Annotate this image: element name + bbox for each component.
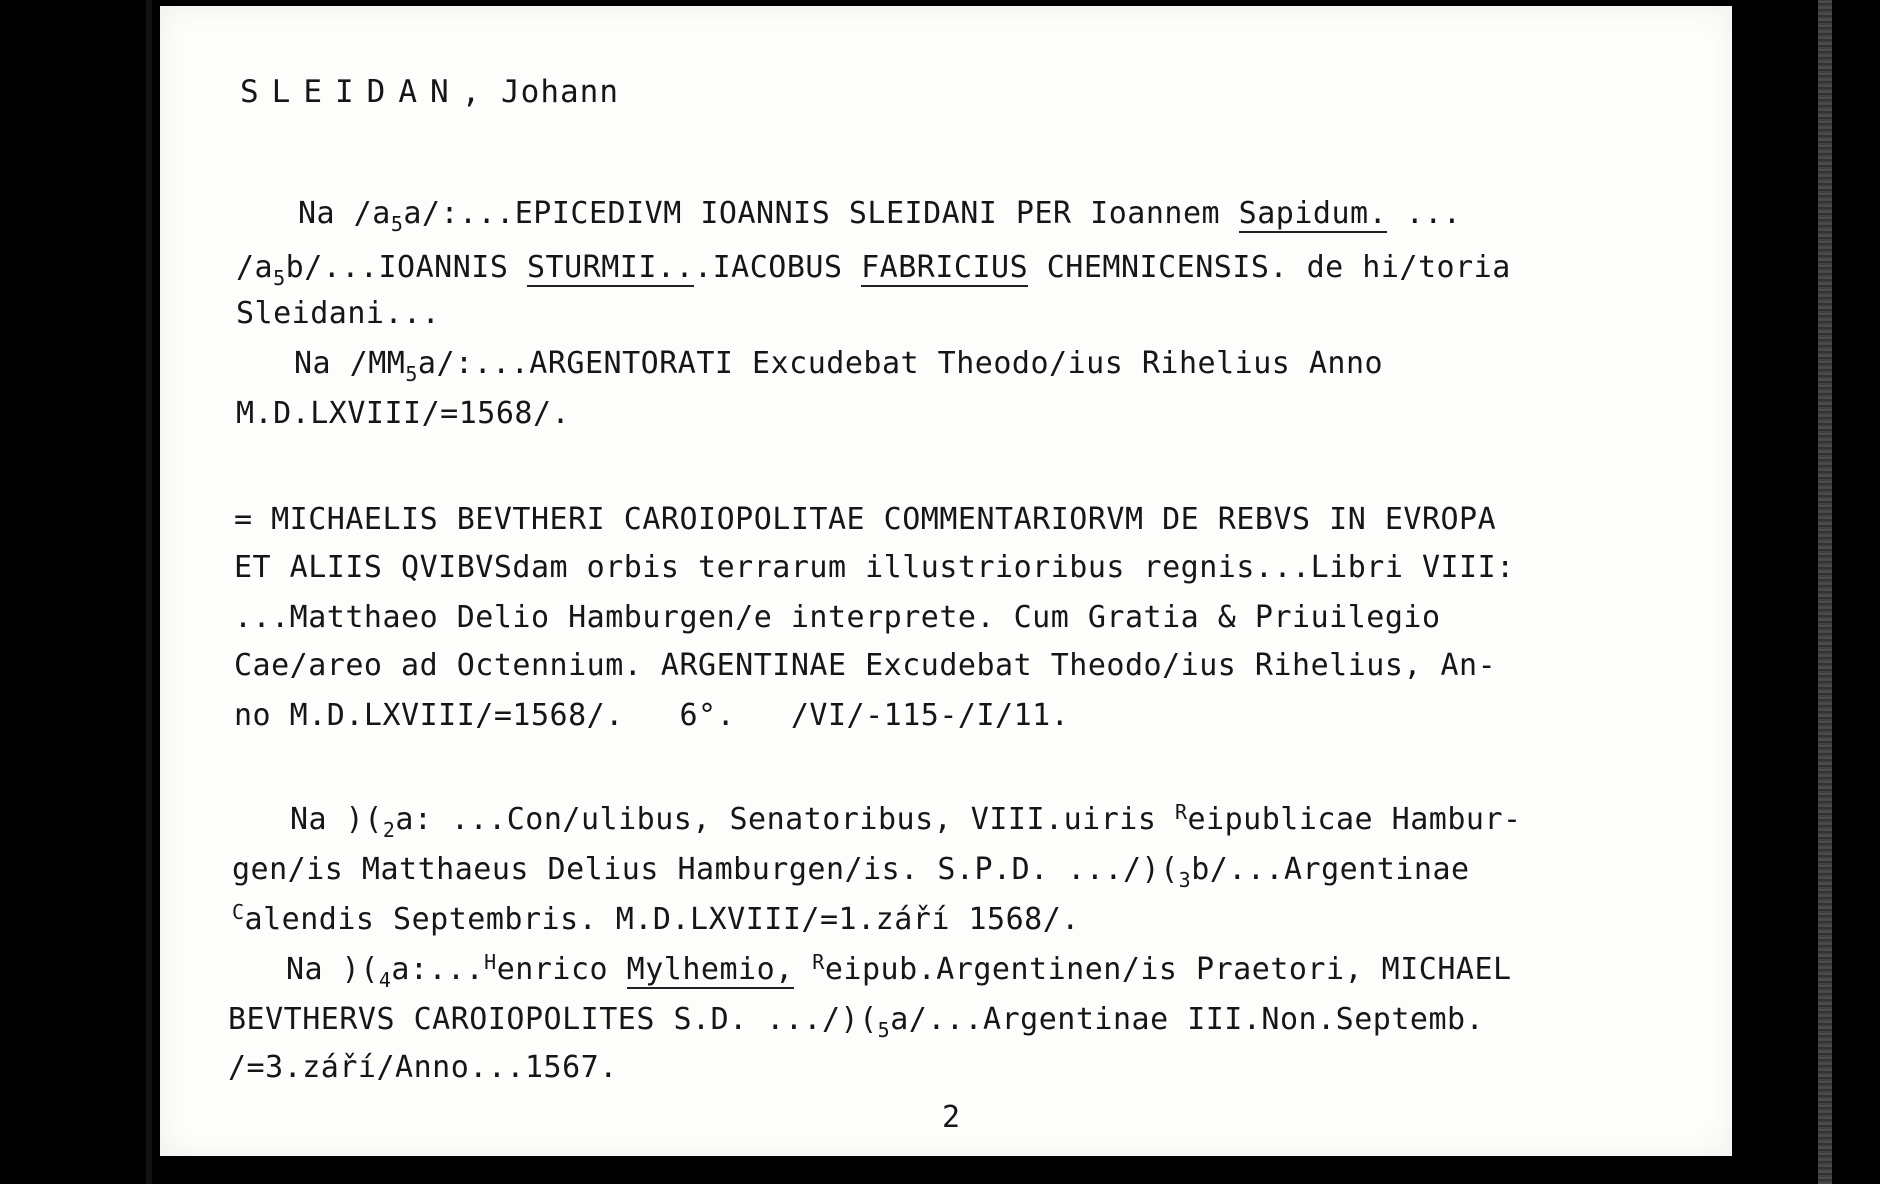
p3-l1-b: a: ...Con/ulibus, Senatoribus, VIII.uiris (395, 802, 1175, 837)
p3-line-1 (290, 800, 1522, 842)
p1-line-2 (236, 250, 1511, 290)
p1-l1-sub: 5 (390, 212, 404, 236)
p3-line-6: /=3.září/Anno...1567. (228, 1050, 618, 1085)
p3-line-2 (232, 852, 1470, 892)
p3-l4-c: enrico (496, 952, 627, 987)
p3-l4-underlined: Mylhemio, (626, 952, 794, 987)
p1-l2-underlined-2: FABRICIUS (861, 250, 1029, 285)
p3-l1-sup: R (1174, 800, 1188, 824)
scan-right-edge (1818, 0, 1832, 1184)
p2-line-2: ET ALIIS QVIBVSdam orbis terrarum illustrioribus regnis...Libri VIII: (234, 550, 1515, 585)
p3-l4-sub: 4 (378, 968, 392, 992)
p3-l5-b: a/...Argentinae III.Non.Septemb. (890, 1002, 1485, 1037)
p3-line-4 (286, 950, 1512, 992)
author-surname: SLEIDAN (240, 74, 462, 110)
catalog-card (160, 6, 1732, 1156)
heading-separator: , (461, 74, 482, 110)
p1-l4-b: a/:...ARGENTORATI Excudebat Theodo/ius Rihelius Anno (417, 346, 1384, 381)
p2-line-4: Cae/areo ad Octennium. ARGENTINAE Excudebat Theodo/ius Rihelius, An- (234, 648, 1497, 683)
p1-l2-a: /a (236, 250, 274, 285)
card-text (160, 6, 1732, 1156)
p2-line-5: no M.D.LXVIII/=1568/. 6°. /VI/-115-/I/11. (234, 698, 1070, 733)
p1-l1-c: ... (1387, 196, 1462, 231)
p3-l1-c: eipublicae Hambur- (1187, 802, 1522, 837)
p1-l2-underlined-1: STURMII.. (526, 250, 695, 285)
p1-line-5: M.D.LXVIII/=1568/. (236, 396, 571, 431)
p1-l1-underlined: Sapidum. (1238, 196, 1388, 231)
p3-l4-a: Na )( (286, 952, 379, 987)
page-number: 2 (942, 1100, 961, 1135)
p1-l4-a: Na /MM (294, 346, 406, 381)
p1-l1-a: Na /a (298, 196, 391, 231)
p3-l5-sub: 5 (877, 1018, 891, 1042)
p3-line-5 (228, 1002, 1485, 1042)
p1-l2-sub: 5 (273, 266, 286, 290)
p3-l2-sub: 3 (1178, 868, 1192, 892)
p3-l1-sub: 2 (382, 818, 396, 842)
p2-line-1: = MICHAELIS BEVTHERI CAROIOPOLITAE COMMENTARIORVM DE REBVS IN EVROPA (234, 502, 1497, 537)
p1-l1-b: a/:...EPICEDIVM IOANNIS SLEIDANI PER Ioannem (403, 196, 1239, 231)
p3-l3-a: alendis Septembris. M.D.LXVIII/=1.září 1568/. (244, 902, 1080, 937)
p1-l2-c: .IACOBUS (694, 250, 862, 285)
author-given-name: Johann (501, 74, 619, 110)
p1-l2-b: b/...IOANNIS (285, 250, 527, 285)
scan-left-edge (146, 0, 152, 1184)
p3-l4-sup-2: R (812, 950, 825, 974)
p3-l4-sup-1: H (484, 950, 497, 974)
p3-line-3 (232, 902, 1080, 938)
p3-l4-e: eipub.Argentinen/is Praetori, MICHAEL (824, 952, 1512, 987)
p3-l5-a: BEVTHERVS CAROIOPOLITES S.D. .../)( (228, 1002, 878, 1037)
p1-line-3: Sleidani... (236, 296, 441, 331)
p3-l4-d (794, 952, 813, 987)
p1-line-4 (294, 346, 1384, 386)
card-heading (240, 74, 619, 110)
p1-l4-sub: 5 (405, 362, 418, 386)
p3-l4-b: a:... (391, 952, 485, 987)
p3-l2-a: gen/is Matthaeus Delius Hamburgen/is. S.P.D. .../)( (232, 852, 1179, 887)
p1-line-1 (298, 196, 1462, 236)
p1-l2-d: CHEMNICENSIS. de hi/toria (1028, 250, 1511, 285)
p2-line-3: ...Matthaeo Delio Hamburgen/e interprete. Cum Gratia & Priuilegio (234, 600, 1441, 635)
p3-l2-b: b/...Argentinae (1191, 852, 1470, 887)
p3-l3-sup: C (232, 900, 245, 924)
p3-l1-a: Na )( (290, 802, 383, 837)
